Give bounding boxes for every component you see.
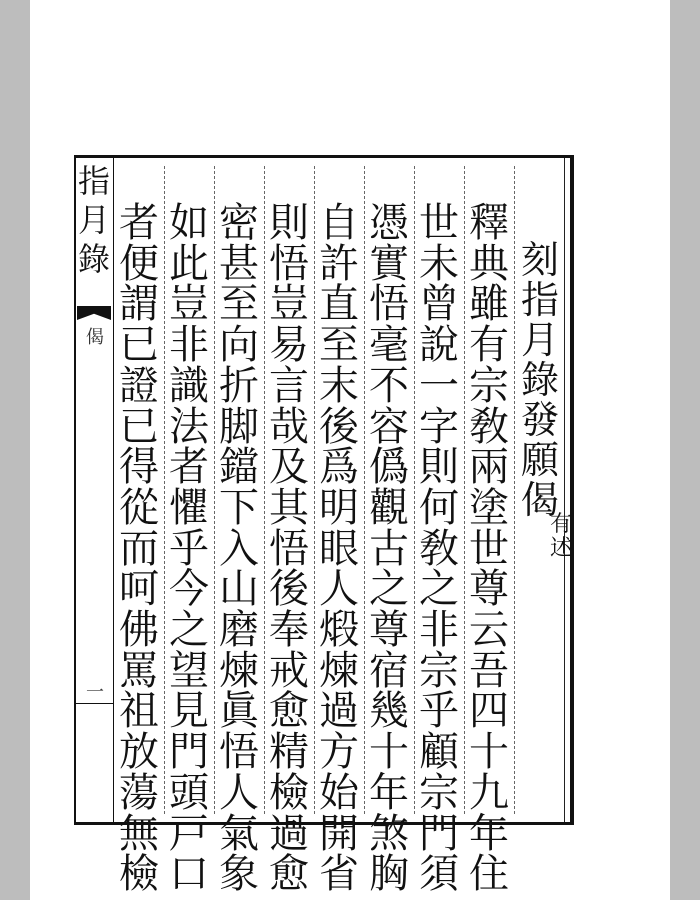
text-column-3: 憑實悟毫不容僞觀古之尊宿幾十年煞胸 — [369, 200, 409, 898]
text-column-2: 世未曾說一字則何敎之非宗乎顧宗門須 — [419, 200, 459, 898]
margin-subtitle: 偈 — [86, 327, 104, 348]
heading-note: 有述 — [549, 512, 572, 561]
margin-strip — [76, 158, 114, 822]
text-column-8: 者便謂已證已得從而呵佛罵祖放蕩無檢 — [119, 200, 159, 898]
text-column-7: 如此豈非識法者懼乎今之望見門頭戸口 — [169, 200, 209, 898]
text-column-4: 自許直至末後爲明眼人煅煉過方始開省 — [319, 200, 359, 898]
margin-title: 指月錄 — [78, 162, 111, 278]
text-column-1: 釋典雖有宗敎兩塗世尊云吾四十九年住 — [469, 200, 509, 898]
book-page — [30, 0, 670, 900]
text-column-6: 密甚至向折脚鐺下入山磨煉眞悟人氣象 — [219, 200, 259, 898]
heading-title: 刻指月錄發願偈 — [520, 238, 559, 522]
fishtail-mark-icon — [77, 306, 111, 320]
margin-page-number: 一 — [86, 682, 104, 703]
text-frame — [74, 155, 574, 898]
text-column-5: 則悟豈易言哉及其悟後奉戒愈精檢過愈 — [269, 200, 309, 898]
